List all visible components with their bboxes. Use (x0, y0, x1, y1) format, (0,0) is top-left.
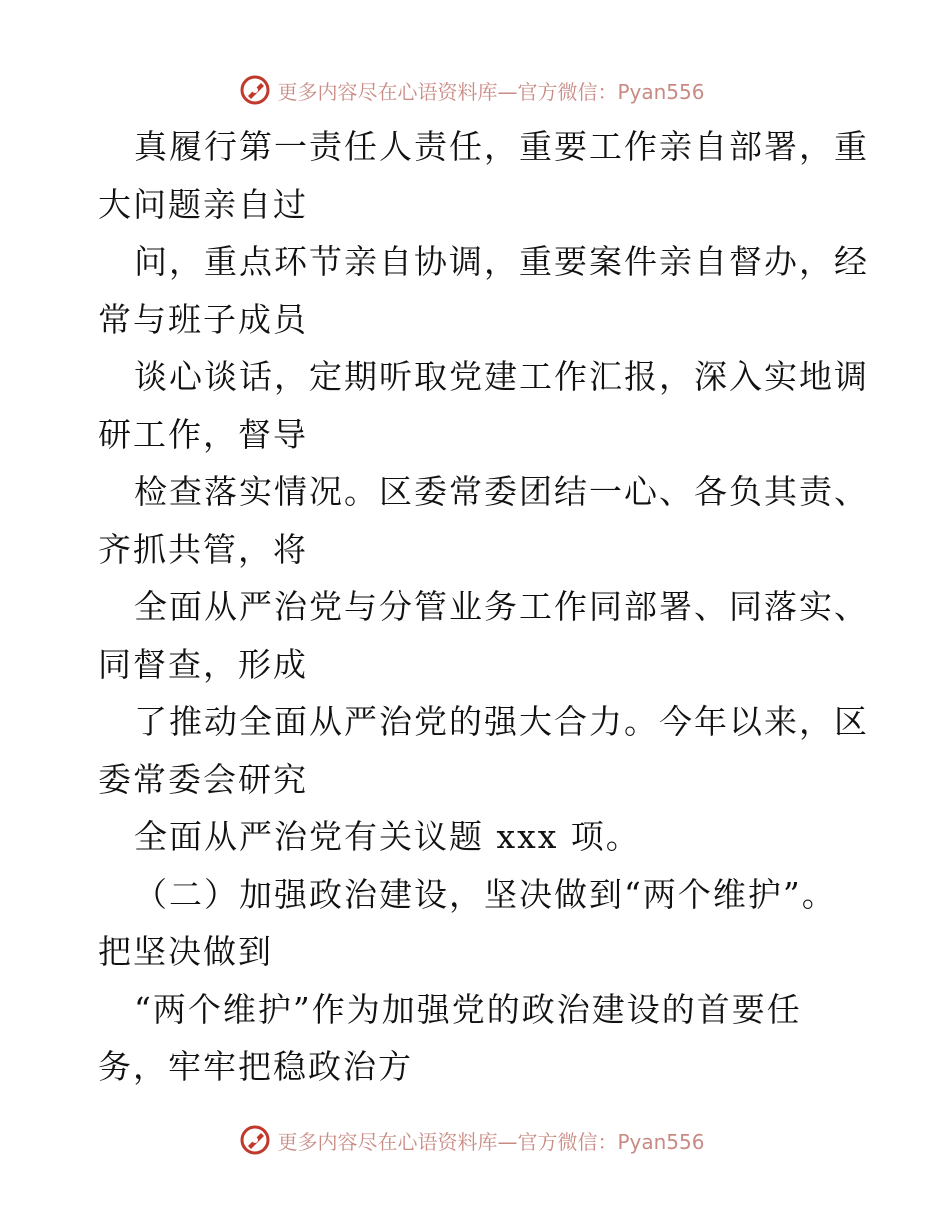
text-line: 大问题亲自过 (98, 184, 308, 224)
text-line: 问，重点环节亲自协调，重要案件亲自督办，经 (134, 242, 869, 281)
text-line: 检查落实情况。区委常委团结一心、各负其责、 (134, 472, 869, 511)
header-banner (0, 70, 950, 110)
text-line: 把坚决做到 (98, 932, 273, 971)
text-line: 研工作，督导 (98, 414, 308, 454)
header-banner-inner (239, 74, 704, 106)
footer-banner (0, 1120, 950, 1160)
text-line: 全面从严治党有关议题 xxx 项。 (134, 817, 641, 856)
footer-banner-text: 更多内容尽在心语资料库—官方微信：Pyan556 (277, 1129, 705, 1154)
text-line: 常与班子成员 (98, 299, 308, 339)
text-line: 务，牢牢把稳政治方 (98, 1047, 413, 1086)
text-line: 齐抓共管，将 (98, 529, 308, 569)
text-line: 真履行第一责任人责任，重要工作亲自部署，重 (134, 127, 869, 166)
text-line: 同督查，形成 (98, 644, 308, 684)
footer-banner-inner (239, 1124, 704, 1156)
document-body (98, 118, 869, 1096)
logo-icon (239, 74, 271, 106)
text-line: 全面从严治党与分管业务工作同部署、同落实、 (134, 587, 869, 626)
header-banner-text: 更多内容尽在心语资料库—官方微信：Pyan556 (277, 79, 705, 104)
text-line: （二）加强政治建设，坚决做到“两个维护”。 (134, 874, 837, 914)
text-line: 委常委会研究 (98, 759, 308, 799)
text-line: 谈心谈话，定期听取党建工作汇报，深入实地调 (134, 357, 869, 396)
logo-icon (239, 1124, 271, 1156)
text-line: 了推动全面从严治党的强大合力。今年以来，区 (134, 702, 869, 741)
text-line: “两个维护”作为加强党的政治建设的首要任 (134, 989, 802, 1029)
